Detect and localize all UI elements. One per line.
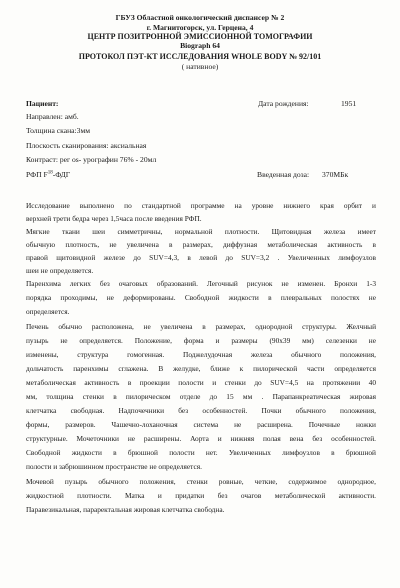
birth-date-label: Дата рождения:: [258, 99, 309, 108]
body-line: обычную плотность, не увеличена в размерах, диффузная метаболическая активность в: [26, 240, 376, 249]
body-line: Паравезикальная, параректальная жировая клетчатка свободна.: [26, 505, 225, 514]
body-line: метаболическая активность в проекции полости и стенки до SUV=4,5 на протяжении 40: [26, 378, 376, 387]
body-line: определяется.: [26, 307, 70, 316]
body-line: жидкостной плотности. Матка и придатки без очагов метаболической активности.: [26, 491, 376, 500]
body-line: правой щитовидной железе до SUV=4,3, в левой до SUV=3,2 . Увеличенных лимфоузлов: [26, 253, 376, 262]
body-line: изменены, структура гомогенная. Поджелудочная железа обычного положения,: [26, 350, 376, 359]
scanner-model: Biograph 64: [180, 41, 220, 50]
center-name: ЦЕНТР ПОЗИТРОННОЙ ЭМИССИОННОЙ ТОМОГРАФИИ: [87, 32, 313, 41]
body-line: верхней трети бедра через 1,5часа после введения РФП.: [26, 214, 202, 223]
scan-thickness: Толщина скана:3мм: [26, 126, 91, 135]
body-line: пузырь не определяется. Положение, форма и размеры (90х39 мм) селезенки не: [26, 336, 376, 345]
body-line: мм, толщина стенки в пилорическом отделе до 15 мм . Парапанкреатическая жировая: [26, 392, 376, 401]
institution-address: г. Магнитогорск, ул. Герцена, 4: [146, 23, 254, 32]
body-line: дольчатость паренхимы сглажена. В желудке, ближе к пилорической части определяется: [26, 364, 376, 373]
contrast-info: Контраст: рег os- урографин 76% - 20мл: [26, 155, 157, 164]
body-line: клетчатка свободная. Надпочечники без особенностей. Почки обычного положения,: [26, 406, 376, 415]
birth-year: 1951: [341, 99, 357, 108]
dose-value: 370МБк: [322, 170, 349, 179]
body-line: шеи не определяется.: [26, 266, 94, 275]
scan-plane: Плоскость сканирования: аксиальная: [26, 141, 147, 150]
body-line: Мягкие ткани шеи симметричны, нормальной плотности. Щитовидная железа имеет: [26, 227, 376, 236]
protocol-title: ПРОТОКОЛ ПЭТ-КТ ИССЛЕДОВАНИЯ WHOLE BODY № 92/101: [78, 52, 322, 61]
protocol-subtitle: ( нативное): [181, 62, 219, 71]
patient-label: Пациент:: [26, 99, 59, 108]
radiopharmaceutical: РФП $F^{18}$-ФДГ: [26, 170, 71, 179]
body-line: Печень обычно расположена, не увеличена в размерах, однородной структуры. Желчный: [26, 322, 376, 331]
body-line: формы, размеров. Чашечно-лоханочная система не расширена. Почечные ножки: [26, 420, 376, 429]
body-line: Свободной жидкости в брюшной полости нет. Увеличенных лимфоузлов в брюшной: [26, 448, 376, 457]
body-line: Паренхима легких без очаговых образований. Легочный рисунок не изменен. Бронхи 1-3: [26, 279, 376, 288]
body-line: структурные. Мочеточники не расширены. Аорта и нижняя полая вена без особенностей.: [26, 434, 376, 443]
body-line: Исследование выполнено по стандартной программе на уровне нижнего края орбит и: [26, 201, 376, 210]
body-line: Мочевой пузырь обычного положения, стенки ровные, четкие, содержимое однородное,: [26, 477, 376, 486]
dose-label: Введенная доза:: [257, 170, 310, 179]
institution-name: ГБУЗ Областной онкологический диспансер № 2: [115, 13, 285, 22]
body-line: порядка проходимы, не деформированы. Свободной жидкости в плевральных полостях не: [26, 293, 376, 302]
body-line: полости и забрюшинном пространстве не определяется.: [26, 462, 202, 471]
referral: Направлен: амб.: [26, 112, 79, 121]
